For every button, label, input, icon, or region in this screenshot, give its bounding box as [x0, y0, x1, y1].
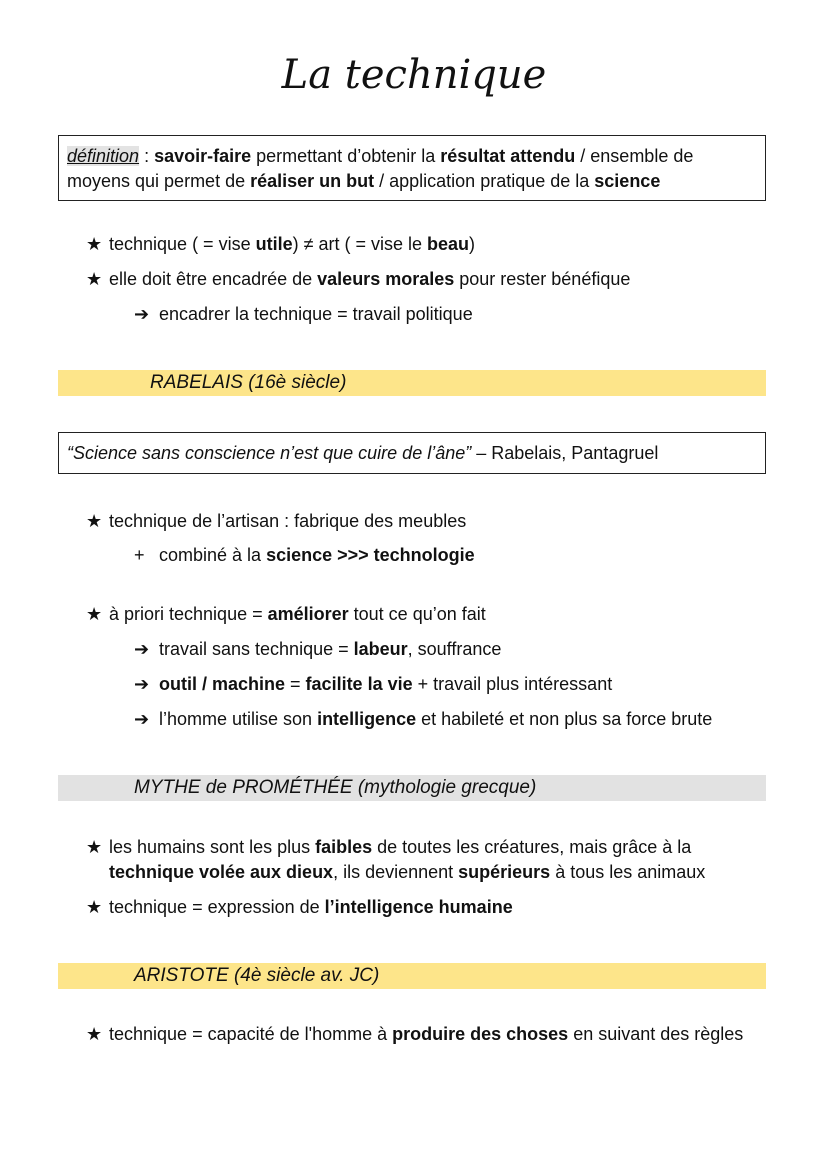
text: elle doit être encadrée de [109, 269, 318, 289]
bold-text: faibles [315, 837, 373, 857]
text: , souffrance [407, 639, 502, 659]
heading-text: ARISTOTE (4è siècle av. JC) [134, 965, 380, 986]
bold-text: science >>> technologie [266, 545, 475, 565]
bold-text: facilite la vie [305, 674, 413, 694]
text: travail sans technique = [159, 639, 354, 659]
bold-text: labeur [353, 639, 408, 659]
bold-text: améliorer [267, 604, 349, 624]
text: technique = capacité de l'homme à [109, 1024, 393, 1044]
bold-text: science [594, 171, 661, 191]
text: : [139, 146, 155, 166]
text: combiné à la [159, 545, 267, 565]
quote-text: “Science sans conscience n’est que cuire de l’âne” [67, 443, 472, 463]
text: les humains sont les plus [109, 837, 316, 857]
bold-text: résultat attendu [440, 146, 576, 166]
definition-label: définition [67, 146, 140, 166]
bold-text: supérieurs [458, 862, 551, 882]
text: ) ≠ art ( = vise le [292, 234, 428, 254]
text: permettant d’obtenir la [251, 146, 441, 166]
heading-text: MYTHE de PROMÉTHÉE (mythologie grecque) [134, 777, 537, 798]
definition-line-2 [67, 169, 757, 194]
bold-text: valeurs morales [317, 269, 455, 289]
text: moyens qui permet de [67, 171, 251, 191]
text: ) [469, 234, 476, 254]
definition-box [58, 135, 766, 201]
text: l’homme utilise son [159, 709, 318, 729]
text: technique = expression de [109, 897, 325, 917]
section-heading-promethee [58, 775, 766, 801]
text: encadrer la technique = travail politique [159, 304, 473, 324]
text: de toutes les créatures, mais grâce à la [372, 837, 692, 857]
text: technique ( = vise [109, 234, 256, 254]
bold-text: l’intelligence humaine [324, 897, 513, 917]
section-heading-aristote [58, 963, 766, 989]
bold-text: outil / machine [159, 674, 286, 694]
bold-text: savoir-faire [154, 146, 252, 166]
plus-icon: + [134, 545, 145, 565]
quote-box [58, 432, 766, 474]
text: / application pratique de la [374, 171, 595, 191]
text: = [285, 674, 306, 694]
page-title: La technique [281, 52, 547, 98]
bold-text: beau [427, 234, 470, 254]
text: à priori technique = [109, 604, 268, 624]
text: à tous les animaux [550, 862, 706, 882]
bold-text: produire des choses [392, 1024, 569, 1044]
text: tout ce qu’on fait [348, 604, 486, 624]
bullet-continuation [109, 860, 705, 884]
bold-text: technique volée aux dieux [109, 862, 334, 882]
definition-line-1 [67, 144, 757, 169]
text: + travail plus intéressant [412, 674, 613, 694]
bold-text: intelligence [317, 709, 417, 729]
text: pour rester bénéfique [454, 269, 631, 289]
quote-source: – Rabelais, Pantagruel [471, 443, 659, 463]
bold-text: utile [255, 234, 293, 254]
bold-text: réaliser un but [250, 171, 375, 191]
text: technique de l’artisan : fabrique des meubles [109, 511, 467, 531]
text: / ensemble de [575, 146, 694, 166]
section-heading-rabelais [58, 370, 766, 396]
heading-text: RABELAIS (16è siècle) [150, 372, 347, 393]
text: , ils deviennent [333, 862, 459, 882]
text: et habileté et non plus sa force brute [416, 709, 713, 729]
text: en suivant des règles [568, 1024, 744, 1044]
